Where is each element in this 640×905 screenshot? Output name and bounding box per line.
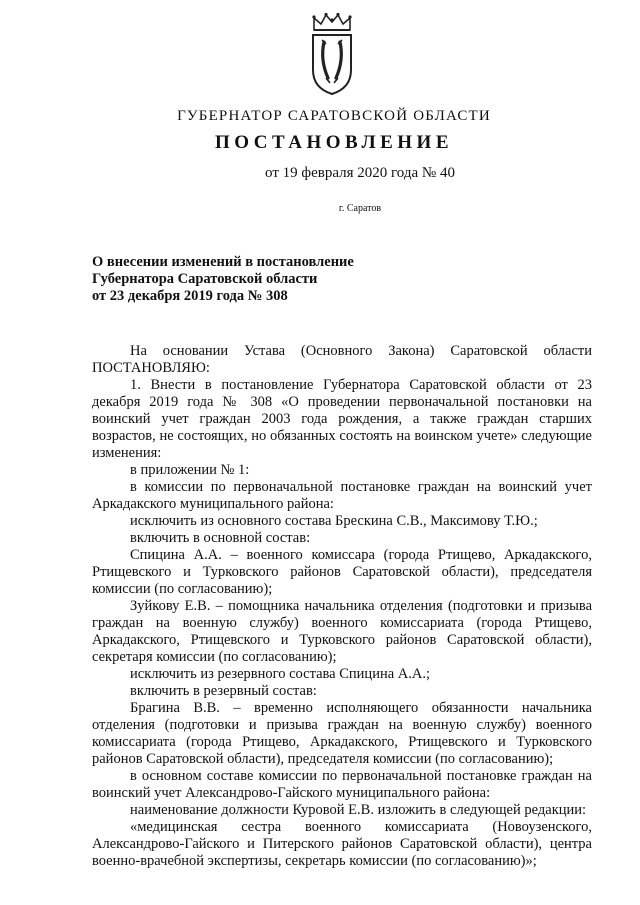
body-paragraph: «медицинская сестра военного комиссариата (Новоузенского, Александрово-Гайского и Питерского районов Саратовской области), центра военно-врачебной экспертизы, секретарь комиссии (по согласованию)»;	[92, 819, 592, 869]
body-paragraph: На основании Устава (Основного Закона) Саратовской области ПОСТАНОВЛЯЮ:	[92, 343, 592, 376]
body-paragraph: в комиссии по первоначальной постановке граждан на воинский учет Аркадакского муниципального района:	[92, 479, 592, 512]
body-paragraph: в основном составе комиссии по первоначальной постановке граждан на воинский учет Александрово-Гайского муниципального района:	[92, 768, 592, 801]
body-paragraph: наименование должности Куровой Е.В. изложить в следующей редакции:	[130, 802, 587, 818]
document-city: г. Саратов	[338, 203, 382, 214]
body-paragraph: Брагина В.В. – временно исполняющего обязанности начальника отделения (подготовки и призыва граждан на военную службу) военного комиссариата (города Ртищево, Аркадакского, Ртищевского и Турковского районов Саратовской области), председателя комиссии (по согласованию);	[92, 700, 592, 767]
body-paragraph: Зуйкову Е.В. – помощника начальника отделения (подготовки и призыва граждан на военную службу) военного комиссариата (города Ртищево, Аркадакского, Ртищевского и Турковского районов Саратовской области), секретаря комиссии (по согласованию);	[92, 598, 592, 665]
body-paragraph: включить в резервный состав:	[130, 683, 317, 699]
authority-title: ГУБЕРНАТОР САРАТОВСКОЙ ОБЛАСТИ	[177, 108, 491, 124]
subject-line: О внесении изменений в постановление	[92, 254, 354, 270]
body-paragraph: 1. Внести в постановление Губернатора Саратовской области от 23 декабря 2019 года № 308 «О проведении первоначальной постановки на воинский учет граждан 2003 года рождения, а также граждан старших возрастов, не состоящих, но обязанных состоять на воинском учете» следующие изменения:	[92, 377, 592, 461]
subject-line: Губернатора Саратовской области	[92, 271, 318, 287]
document-body	[92, 343, 592, 870]
body-paragraph: включить в основной состав:	[130, 530, 311, 546]
document-subject	[92, 254, 492, 305]
subject-line: от 23 декабря 2019 года № 308	[92, 288, 288, 304]
document-type: ПОСТАНОВЛЕНИЕ	[214, 132, 454, 153]
body-paragraph: в приложении № 1:	[130, 462, 250, 478]
body-paragraph: Спицина А.А. – военного комиссара (города Ртищево, Аркадакского, Ртищевского и Турковского районов Саратовской области), председателя комиссии (по согласованию);	[92, 547, 592, 597]
body-paragraph: исключить из основного состава Брескина С.В., Максимову Т.Ю.;	[130, 513, 538, 529]
saratov-coat-of-arms-icon	[308, 12, 356, 96]
document-date: от 19 февраля 2020 года № 40	[265, 165, 455, 181]
body-paragraph: исключить из резервного состава Спицина А.А.;	[130, 666, 430, 682]
